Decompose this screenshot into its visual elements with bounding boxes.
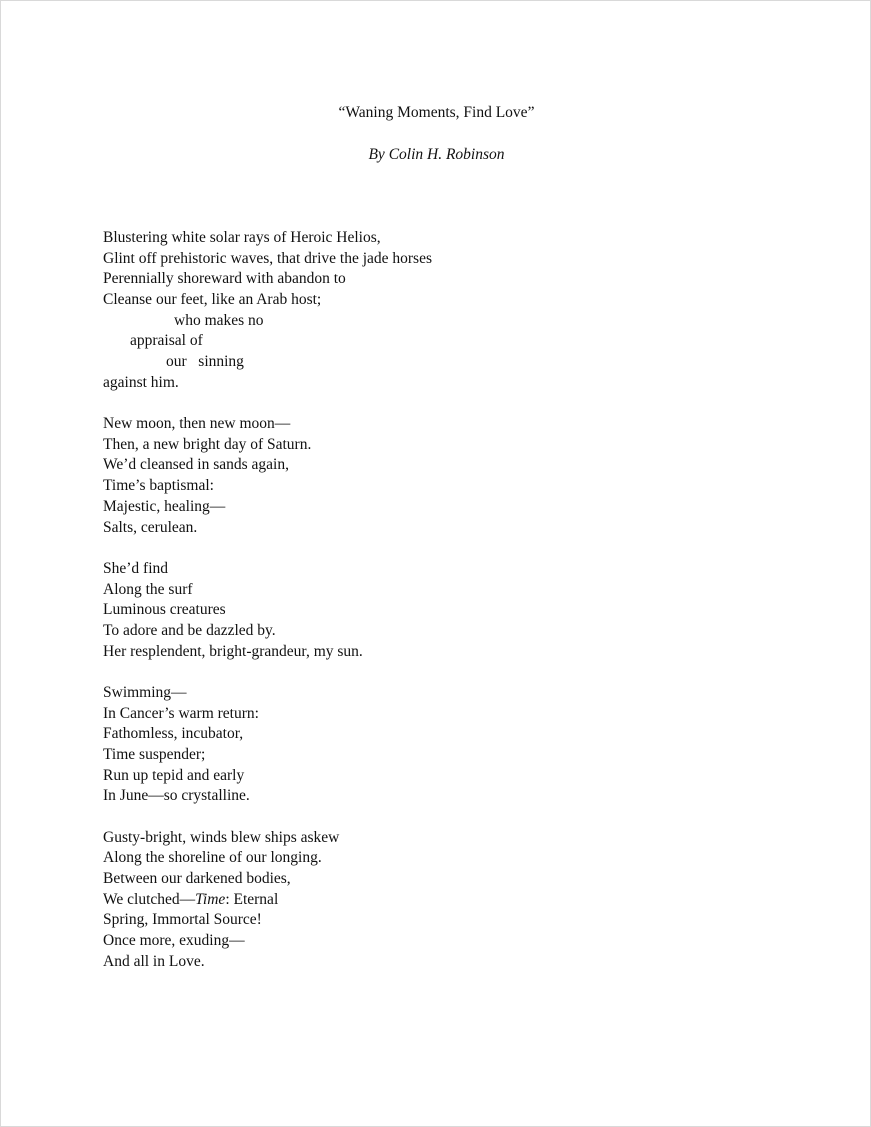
stanza-5 [103, 828, 783, 973]
stanza-2 [103, 414, 783, 538]
poem-body [103, 228, 783, 993]
poem-line: against him. [103, 373, 179, 391]
stanza-4 [103, 683, 783, 807]
poem-line: New moon, then new moon— [103, 415, 291, 433]
poem-line: Once more, exuding— [103, 932, 245, 949]
line-text: We clutched— [103, 890, 196, 908]
poem-line: In June—so crystalline. [103, 787, 250, 805]
stanza-3 [103, 559, 783, 662]
poem-line: Time’s baptismal: [103, 477, 214, 495]
poem-line: appraisal of [130, 332, 203, 350]
poem-line: Luminous creatures [103, 601, 226, 619]
poem-author: By Colin H. Robinson [368, 146, 505, 163]
poem-title: “Waning Moments, Find Love” [338, 104, 535, 121]
poem-line: Along the surf [103, 580, 193, 598]
stanza-1 [103, 228, 783, 394]
poem-line: Between our darkened bodies, [103, 869, 291, 887]
poem-line: Swimming— [103, 683, 187, 701]
line-emphasis: Time [195, 890, 226, 908]
poem-line: Cleanse our feet, like an Arab host; [103, 291, 322, 309]
poem-line: Time suspender; [103, 745, 206, 763]
line-text: : Eternal [225, 890, 279, 908]
poem-line: our sinning [166, 353, 244, 371]
poem-line: To adore and be dazzled by. [103, 621, 276, 639]
poem-line: She’d find [103, 559, 169, 577]
poem-line: Salts, cerulean. [103, 518, 198, 536]
poem-line: Glint off prehistoric waves, that drive the jade horses [103, 249, 432, 267]
poem-line: Spring, Immortal Source! [103, 911, 262, 929]
poem-line: Majestic, healing— [103, 497, 226, 515]
poem-line: Then, a new bright day of Saturn. [103, 435, 312, 453]
poem-line: In Cancer’s warm return: [103, 704, 259, 722]
poem-line-mixed [103, 890, 783, 911]
poem-line: And all in Love. [103, 952, 205, 970]
poem-line: Run up tepid and early [103, 766, 245, 784]
poem-line: Gusty-bright, winds blew ships askew [103, 828, 340, 846]
poem-line: who makes no [174, 311, 264, 329]
poem-line: We’d cleansed in sands again, [103, 456, 289, 474]
poem-line: Her resplendent, bright-grandeur, my sun. [103, 642, 363, 660]
poem-line: Fathomless, incubator, [103, 725, 244, 743]
poem-line: Perennially shoreward with abandon to [103, 270, 346, 288]
poem-line: Along the shoreline of our longing. [103, 849, 322, 867]
poem-line: Blustering white solar rays of Heroic Helios, [103, 229, 381, 246]
